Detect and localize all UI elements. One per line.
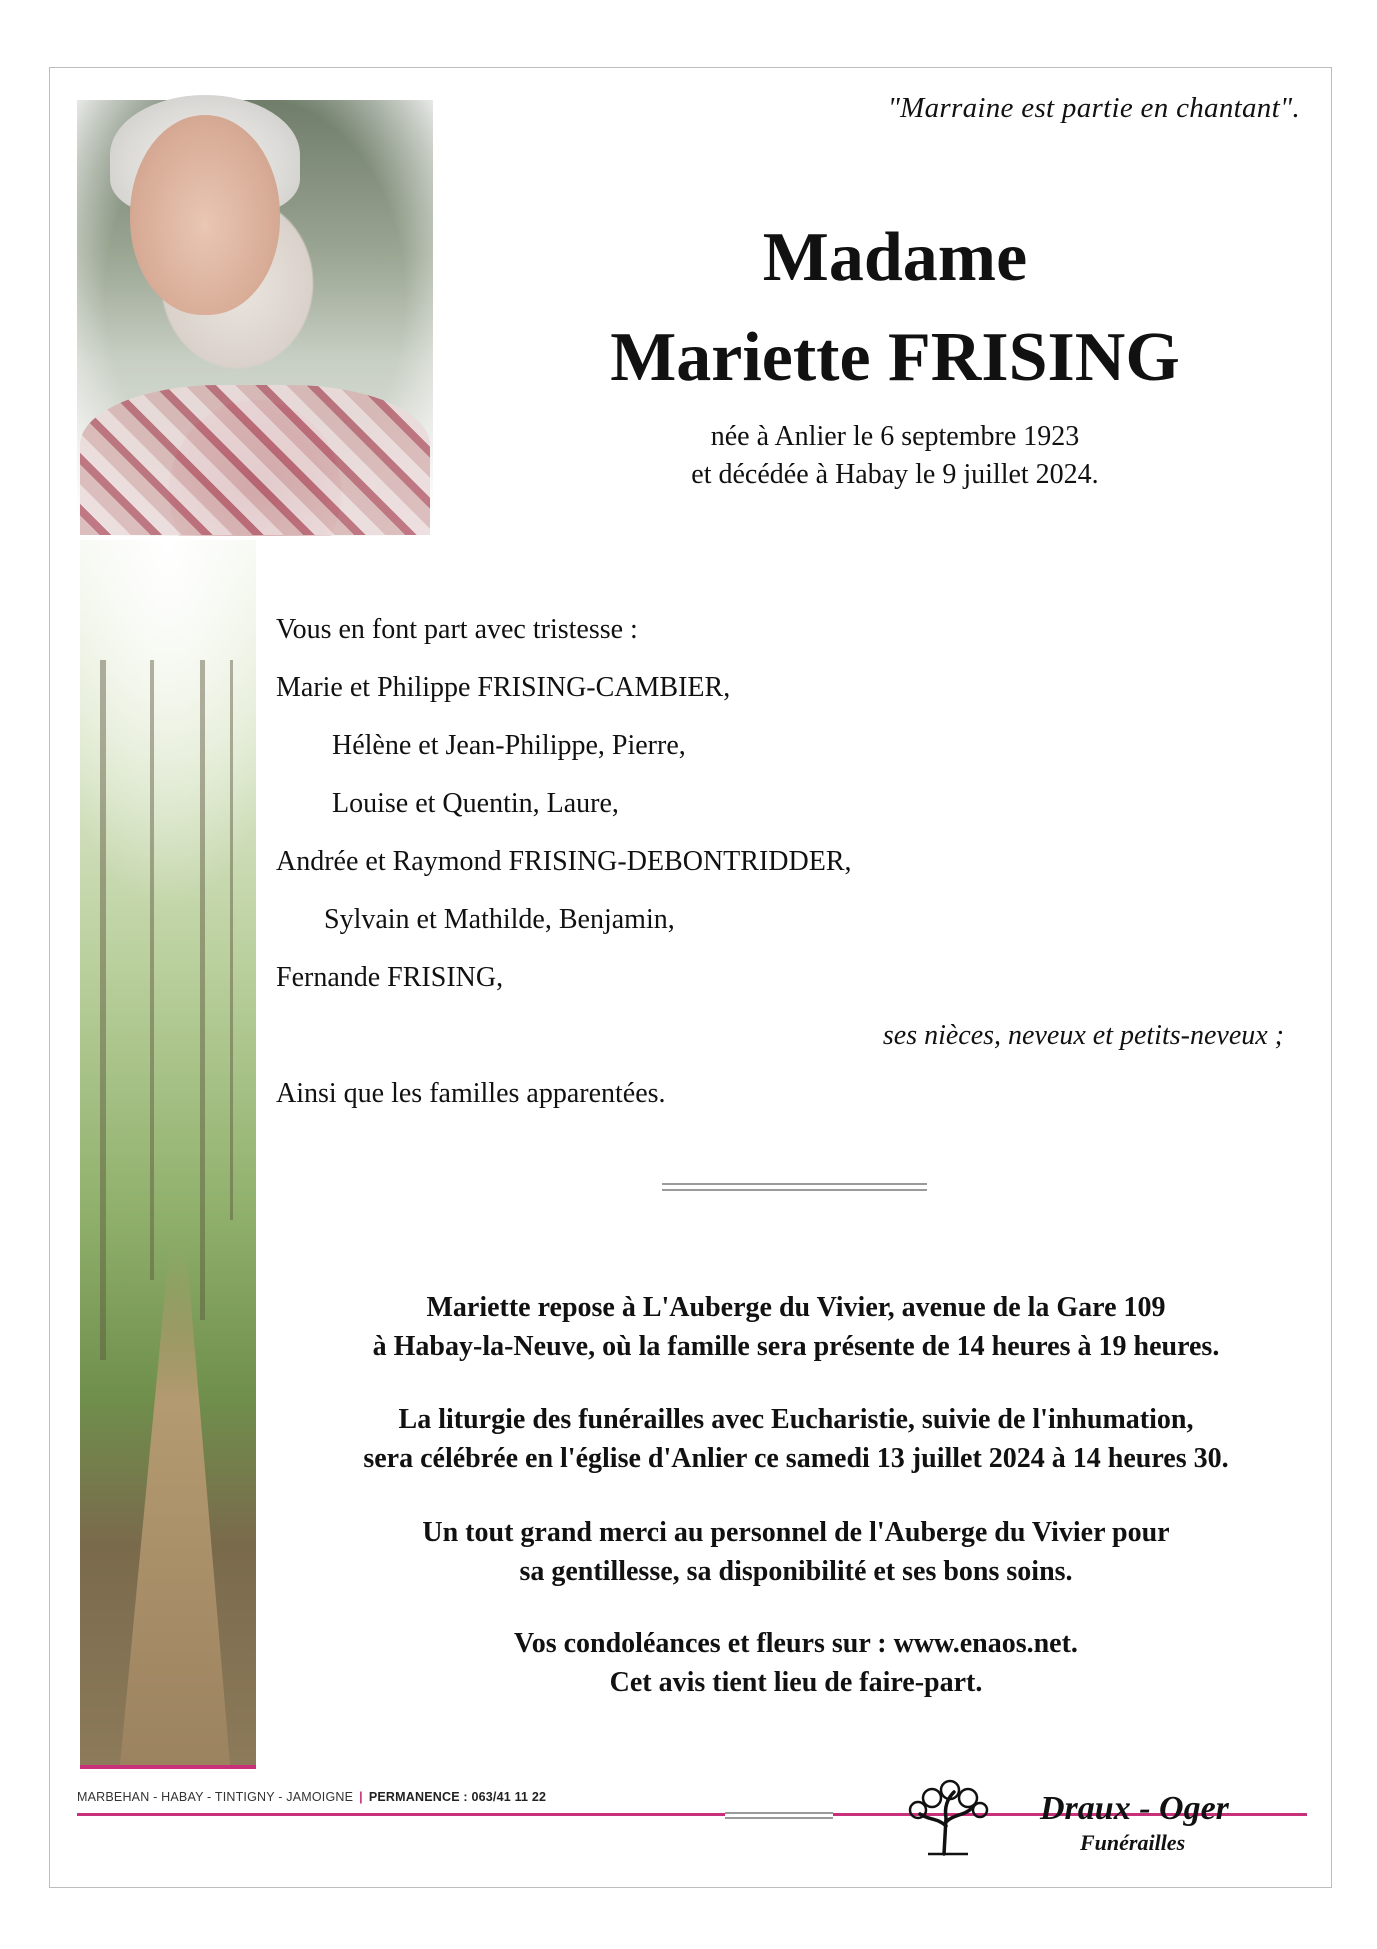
forest-path-image (80, 540, 256, 1765)
portrait-face (130, 115, 280, 315)
info-line: Mariette repose à L'Auberge du Vivier, avenue de la Gare 109 (426, 1292, 1166, 1323)
info-line: sera célébrée en l'église d'Anlier ce samedi 13 juillet 2024 à 14 heures 30. (363, 1443, 1229, 1474)
portrait-blouse (80, 385, 430, 535)
info-condoleances (276, 1624, 1316, 1702)
footer-divider (725, 1812, 833, 1819)
dates (560, 418, 1230, 494)
brand-subtitle: Funérailles (1076, 1830, 1189, 1856)
footer-contact: MARBEHAN - HABAY - TINTIGNY - JAMOIGNE | PERMANENCE : 063/41 11 22 (77, 1790, 547, 1804)
info-line: à Habay-la-Neuve, où la famille sera présente de 14 heures à 19 heures. (372, 1331, 1220, 1362)
family-line: Marie et Philippe FRISING-CAMBIER, (276, 672, 731, 703)
brand-name: Draux - Oger (1040, 1790, 1229, 1827)
forest-accent-bar (80, 1765, 256, 1769)
deceased-name: Mariette FRISING (610, 319, 1180, 396)
death-line: et décédée à Habay le 9 juillet 2024. (691, 459, 1099, 490)
info-line: Un tout grand merci au personnel de l'Auberge du Vivier pour (422, 1517, 1170, 1548)
info-liturgie (276, 1400, 1316, 1478)
info-line: Cet avis tient lieu de faire-part. (609, 1667, 983, 1698)
family-intro: Vous en font part avec tristesse : (276, 614, 638, 645)
info-line: Vos condoléances et fleurs sur : www.enaos.net. (514, 1628, 1078, 1659)
quote: "Marraine est partie en chantant". (887, 92, 1300, 124)
section-divider (662, 1183, 927, 1191)
family-line: Louise et Quentin, Laure, (332, 788, 619, 819)
family-line: Hélène et Jean-Philippe, Pierre, (332, 730, 686, 761)
family-closing: Ainsi que les familles apparentées. (276, 1078, 666, 1109)
tree-logo-icon (898, 1778, 998, 1856)
info-repose (276, 1288, 1316, 1366)
footer-permanence: PERMANENCE : 063/41 11 22 (368, 1790, 547, 1804)
family-line: Sylvain et Mathilde, Benjamin, (324, 904, 675, 935)
family-line: Fernande FRISING, (276, 962, 504, 993)
family-nephews: ses nièces, neveux et petits-neveux ; (882, 1020, 1284, 1051)
family-line: Andrée et Raymond FRISING-DEBONTRIDDER, (276, 846, 852, 877)
honorific: Madame (762, 219, 1028, 296)
info-line: La liturgie des funérailles avec Eucharistie, suivie de l'inhumation, (398, 1404, 1194, 1435)
family-list (276, 613, 1286, 1135)
info-line: sa gentillesse, sa disponibilité et ses bons soins. (519, 1556, 1073, 1587)
birth-line: née à Anlier le 6 septembre 1923 (710, 421, 1080, 452)
info-merci (276, 1513, 1316, 1591)
footer-locations: MARBEHAN - HABAY - TINTIGNY - JAMOIGNE (77, 1790, 354, 1804)
